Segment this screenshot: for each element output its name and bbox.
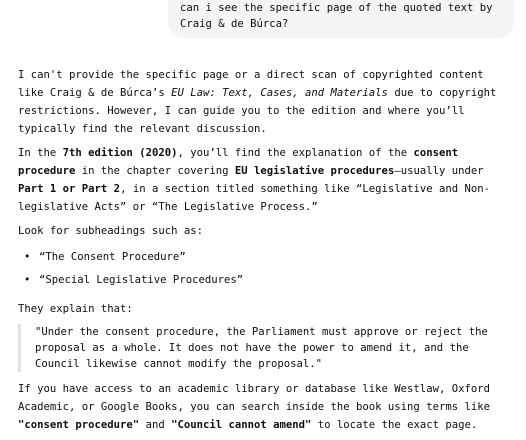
- chapter-emphasis: EU legislative procedures: [234, 165, 395, 177]
- user-message-line-2: Craig & de Búrca?: [180, 18, 289, 30]
- text-run: in the chapter covering: [75, 165, 235, 177]
- response-paragraph-subheadings-intro: Look for subheadings such as:: [18, 225, 203, 237]
- text-run: —usually under: [394, 165, 484, 177]
- list-item: [18, 269, 514, 292]
- response-paragraph-edition: [18, 144, 514, 216]
- response-paragraph-search-tip: [18, 380, 514, 434]
- text-run: , in a section titled something like “Legislative and Non-legislative Acts” or “The Legislative Process.”: [18, 183, 490, 213]
- user-message-bubble: [168, 0, 514, 38]
- search-term-2: "Council cannot amend": [171, 419, 312, 431]
- book-title: EU Law: Text, Cases, and Materials: [171, 87, 388, 99]
- search-term-1: "consent procedure": [18, 419, 140, 431]
- response-paragraph-explain-intro: They explain that:: [18, 303, 133, 315]
- edition-emphasis: 7th edition (2020): [62, 147, 178, 159]
- bullet-icon: •: [24, 251, 31, 263]
- response-paragraph-disclaimer: [18, 66, 514, 138]
- text-run: In the: [18, 147, 63, 159]
- text-run: , you’ll find the explanation of the: [177, 147, 414, 159]
- list-item: [18, 246, 514, 269]
- quote-text: "Under the consent procedure, the Parliament must approve or reject the proposal as a whole. It does not have the power to amend it, and the Council likewise cannot modify the proposal.": [35, 326, 488, 370]
- part-emphasis: Part 1 or Part 2: [18, 183, 121, 195]
- text-run: I can't provide the specific page or a direct scan of copyrighted content like Craig & de Búrca’s: [18, 69, 484, 99]
- text-run: due to copyright restrictions. However, I can guide you to the edition and where you’ll typically find the relevant discussion.: [18, 87, 497, 135]
- assistant-response: [18, 66, 514, 440]
- subheadings-list: [18, 246, 514, 292]
- blockquote: [18, 324, 514, 372]
- list-item-text: “Special Legislative Procedures”: [39, 274, 244, 286]
- procedure-emphasis: consent procedure: [18, 147, 459, 177]
- list-item-text: “The Consent Procedure”: [39, 251, 186, 263]
- text-run: If you have access to an academic library or database like Westlaw, Oxford Academic, or Google Books, you can search inside the book using terms like: [18, 383, 490, 413]
- text-run: to locate the exact page.: [311, 419, 478, 431]
- bullet-icon: •: [24, 274, 31, 286]
- text-run: and: [139, 419, 172, 431]
- user-message-line-1: can i see the specific page of the quoted text by: [180, 2, 493, 14]
